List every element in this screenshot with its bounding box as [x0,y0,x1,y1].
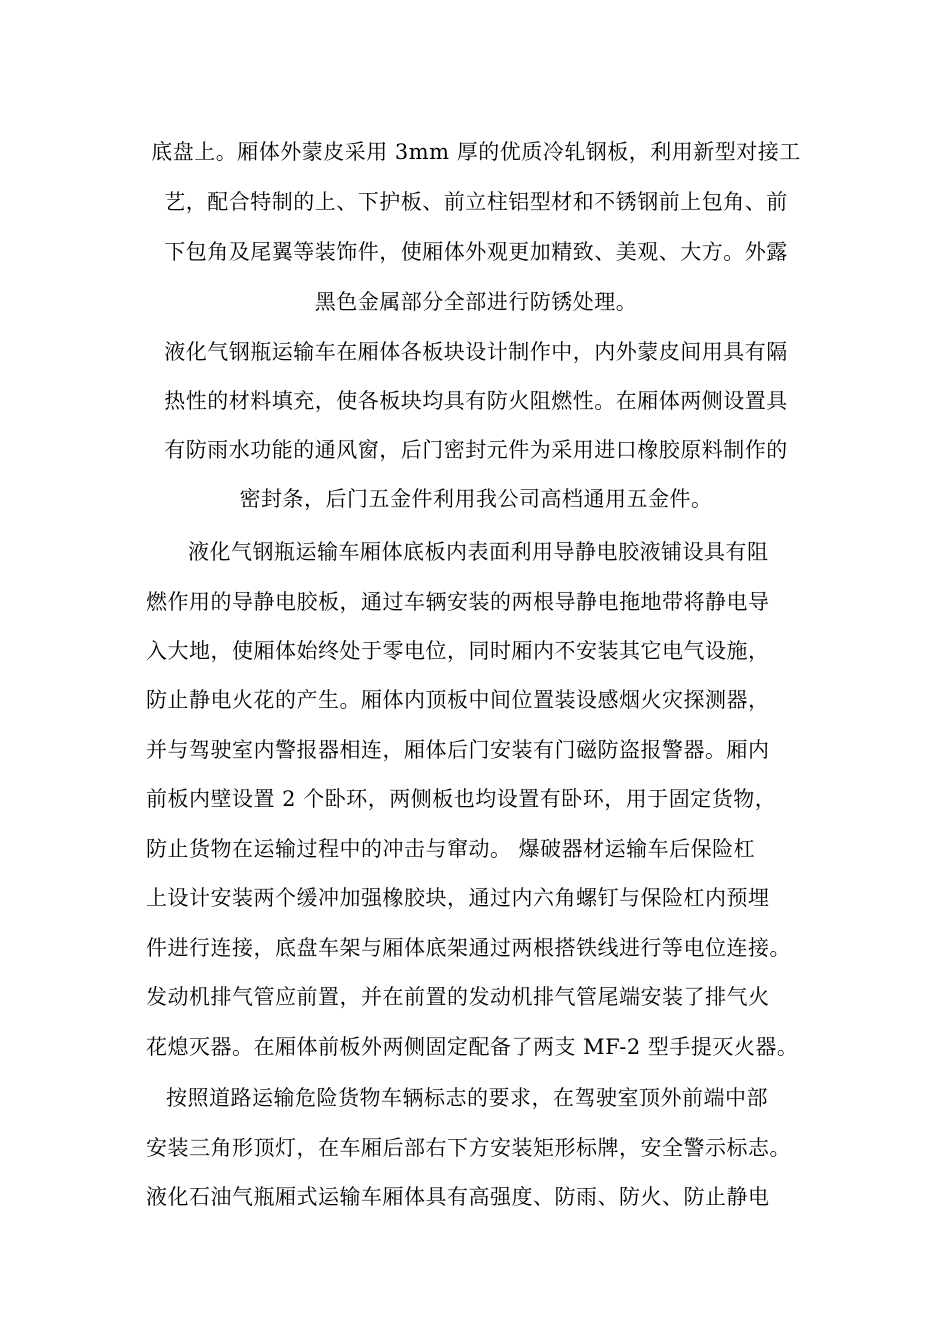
text-line-17: 件进行连接，底盘车架与厢体底架通过两根搭铁线进行等电位连接。 [146,936,791,960]
text-line-15: 防止货物在运输过程中的冲击与窜动。 爆破器材运输车后保险杠 [146,837,756,861]
text-line-19: 花熄灭器。在厢体前板外两侧固定配备了两支 MF-2 型手提灭火器。 [146,1035,799,1059]
text-line-1: 底盘上。厢体外蒙皮采用 3mm 厚的优质冷轧钢板，利用新型对接工 [151,140,801,164]
text-line-13: 并与驾驶室内警报器相连，厢体后门安装有门磁防盗报警器。厢内 [146,738,770,762]
text-line-12: 防止静电火花的产生。厢体内顶板中间位置装设感烟火灾探测器， [146,688,770,712]
text-line-22: 液化石油气瓶厢式运输车厢体具有高强度、防雨、防火、防止静电 [146,1185,770,1209]
text-line-4: 黑色金属部分全部进行防锈处理。 [314,290,638,314]
text-line-7: 有防雨水功能的通风窗，后门密封元件为采用进口橡胶原料制作的 [164,438,788,462]
text-line-8: 密封条，后门五金件利用我公司高档通用五金件。 [239,487,713,511]
text-line-11: 入大地，使厢体始终处于零电位，同时厢内不安装其它电气设施， [146,639,770,663]
text-line-21: 安装三角形顶灯，在车厢后部右下方安装矩形标牌，安全警示标志。 [146,1136,791,1160]
text-line-6: 热性的材料填充，使各板块均具有防火阻燃性。在厢体两侧设置具 [164,389,788,413]
text-line-16: 上设计安装两个缓冲加强橡胶块，通过内六角螺钉与保险杠内预埋 [146,886,770,910]
text-line-5: 液化气钢瓶运输车在厢体各板块设计制作中，内外蒙皮间用具有隔 [164,340,788,364]
text-line-20: 按照道路运输危险货物车辆标志的要求，在驾驶室顶外前端中部 [166,1086,768,1110]
text-line-14: 前板内壁设置 2 个卧环，两侧板也均设置有卧环，用于固定货物， [146,787,777,811]
text-line-18: 发动机排气管应前置，并在前置的发动机排气管尾端安装了排气火 [146,985,770,1009]
text-line-10: 燃作用的导静电胶板，通过车辆安装的两根导静电拖地带将静电导 [146,590,770,614]
text-line-9: 液化气钢瓶运输车厢体底板内表面利用导静电胶液铺设具有阻 [188,540,769,564]
text-line-3: 下包角及尾翼等装饰件，使厢体外观更加精致、美观、大方。外露 [164,240,788,264]
text-line-2: 艺，配合特制的上、下护板、前立柱铝型材和不锈钢前上包角、前 [164,190,788,214]
